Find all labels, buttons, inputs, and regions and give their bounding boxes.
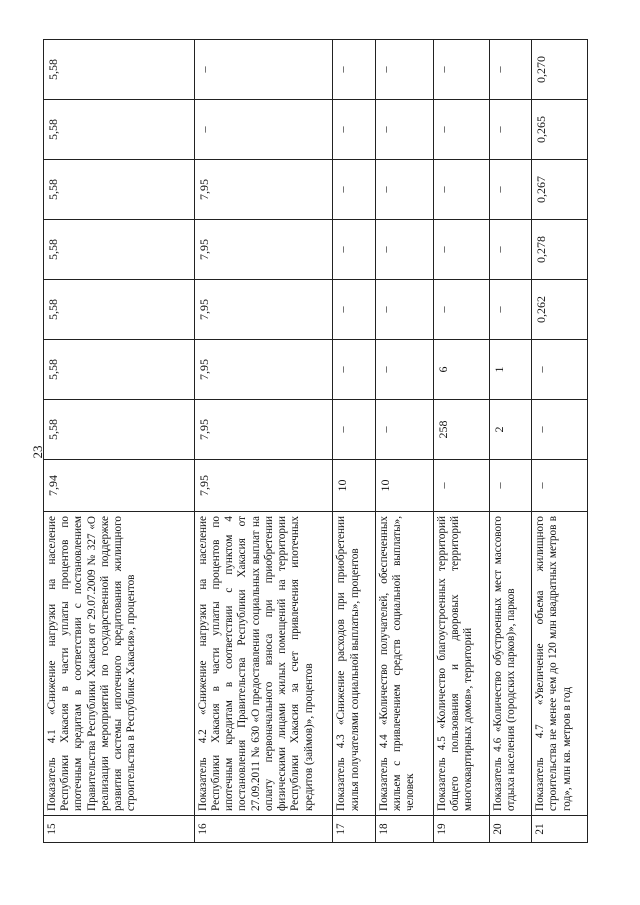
table-row xyxy=(532,40,588,843)
indicator-description-cell: Показатель 4.6 «Количество обустроенных мест массового отдыха населения (городских парков)», парков xyxy=(489,512,531,816)
page-number: 23 xyxy=(30,445,45,459)
table-row xyxy=(375,40,433,843)
indicator-table-rotated xyxy=(43,40,588,843)
year-value-cell: – xyxy=(194,40,332,100)
year-value-cell: 5,58 xyxy=(44,100,195,160)
year-value-cell: 7,95 xyxy=(194,160,332,220)
year-value-cell: – xyxy=(532,400,588,460)
year-value-cell: – xyxy=(489,100,531,160)
table-row xyxy=(44,40,195,843)
indicator-description-cell: Показатель 4.5 «Количество благоустроенных территорий общего пользования и дворовых территорий многоквартирных домов», территорий xyxy=(433,512,489,816)
year-value-cell: 0,267 xyxy=(532,160,588,220)
row-number-cell: 15 xyxy=(44,816,195,843)
base-value-cell: 7,95 xyxy=(194,460,332,512)
year-value-cell: 0,262 xyxy=(532,280,588,340)
year-value-cell: – xyxy=(375,220,433,280)
year-value-cell: – xyxy=(433,40,489,100)
year-value-cell: – xyxy=(433,280,489,340)
row-number-cell: 17 xyxy=(333,816,375,843)
year-value-cell: – xyxy=(433,220,489,280)
year-value-cell: 258 xyxy=(433,400,489,460)
indicator-description-cell: Показатель 4.4 «Количество получателей, обеспеченных жильем с привлечением средств социальной выплаты», человек xyxy=(375,512,433,816)
year-value-cell: 5,58 xyxy=(44,280,195,340)
table-row xyxy=(433,40,489,843)
base-value-cell: – xyxy=(532,460,588,512)
base-value-cell: 10 xyxy=(333,460,375,512)
year-value-cell: – xyxy=(375,100,433,160)
year-value-cell: 7,95 xyxy=(194,280,332,340)
year-value-cell: – xyxy=(333,340,375,400)
year-value-cell: – xyxy=(375,340,433,400)
year-value-cell: – xyxy=(333,160,375,220)
year-value-cell: – xyxy=(375,40,433,100)
year-value-cell: – xyxy=(333,220,375,280)
year-value-cell: – xyxy=(489,40,531,100)
year-value-cell: – xyxy=(489,220,531,280)
year-value-cell: 5,58 xyxy=(44,340,195,400)
year-value-cell: 0,278 xyxy=(532,220,588,280)
year-value-cell: 0,265 xyxy=(532,100,588,160)
indicator-description-cell: Показатель 4.3 «Снижение расходов при приобретении жилья получателями социальной выплаты», процентов xyxy=(333,512,375,816)
year-value-cell: 5,58 xyxy=(44,40,195,100)
year-value-cell: – xyxy=(333,400,375,460)
indicator-description-cell: Показатель 4.1 «Снижение нагрузки на население Республики Хакасия в части уплаты процентов по ипотечным кредитам в соответствии с постановлением Правительства Республики Хакасия от 29.07.2009 № 327 «О реализации мероприятий по государственной поддержке развития системы ипотечного кредитования жилищного строительства в Республике Хакасия», процентов xyxy=(44,512,195,816)
row-number-cell: 18 xyxy=(375,816,433,843)
year-value-cell: 7,95 xyxy=(194,400,332,460)
table-row xyxy=(333,40,375,843)
year-value-cell: – xyxy=(433,160,489,220)
year-value-cell: – xyxy=(532,340,588,400)
year-value-cell: 6 xyxy=(433,340,489,400)
year-value-cell: – xyxy=(194,100,332,160)
row-number-cell: 19 xyxy=(433,816,489,843)
year-value-cell: – xyxy=(375,280,433,340)
table-row xyxy=(489,40,531,843)
year-value-cell: – xyxy=(375,400,433,460)
table-row xyxy=(194,40,332,843)
year-value-cell: – xyxy=(333,100,375,160)
indicator-description-cell: Показатель 4.7 «Увеличение объема жилищного строительства не менее чем до 120 млн квадратных метров в год», млн кв. метров в год xyxy=(532,512,588,816)
year-value-cell: 5,58 xyxy=(44,160,195,220)
year-value-cell: 5,58 xyxy=(44,220,195,280)
year-value-cell: 5,58 xyxy=(44,400,195,460)
base-value-cell: 10 xyxy=(375,460,433,512)
base-value-cell: – xyxy=(433,460,489,512)
year-value-cell: 0,270 xyxy=(532,40,588,100)
row-number-cell: 20 xyxy=(489,816,531,843)
indicator-description-cell: Показатель 4.2 «Снижение нагрузки на население Республики Хакасия в части уплаты процентов по ипотечным кредитам в соответствии с пунктом 4 постановления Правительства Республики Хакасия от 27.09.2011 № 630 «О предоставлении социальных выплат на оплату первоначального взноса при приобретении физическими лицами жилых помещений на территории Республики Хакасия за счет привлечения ипотечных кредитов (займов)», процентов xyxy=(194,512,332,816)
year-value-cell: – xyxy=(489,160,531,220)
year-value-cell: 7,95 xyxy=(194,340,332,400)
indicator-table xyxy=(43,39,588,843)
row-number-cell: 21 xyxy=(532,816,588,843)
year-value-cell: – xyxy=(333,280,375,340)
base-value-cell: – xyxy=(489,460,531,512)
year-value-cell: 2 xyxy=(489,400,531,460)
base-value-cell: 7,94 xyxy=(44,460,195,512)
row-number-cell: 16 xyxy=(194,816,332,843)
year-value-cell: 7,95 xyxy=(194,220,332,280)
year-value-cell: – xyxy=(333,40,375,100)
year-value-cell: – xyxy=(433,100,489,160)
table-body xyxy=(44,40,588,843)
year-value-cell: – xyxy=(375,160,433,220)
year-value-cell: – xyxy=(489,280,531,340)
year-value-cell: 1 xyxy=(489,340,531,400)
